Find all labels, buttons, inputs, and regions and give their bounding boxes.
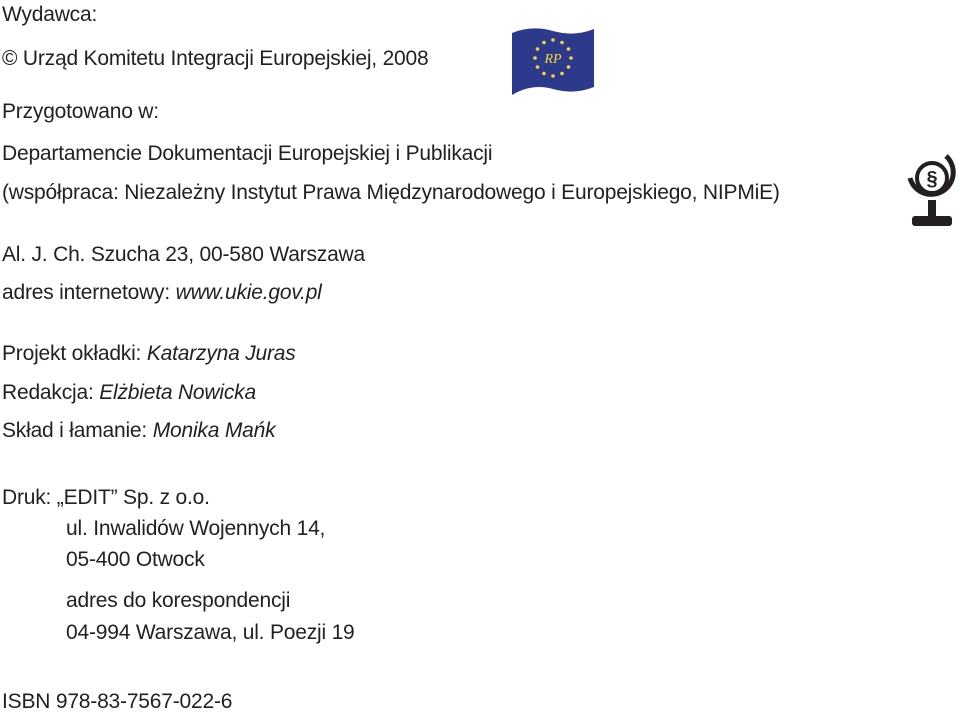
paragraph-sign-icon: § — [926, 168, 938, 190]
prepared-department: Departamencie Dokumentacji Europejskiej i Publikacji — [2, 142, 493, 165]
print-label: Druk: „EDIT” Sp. z o.o. — [2, 486, 210, 509]
eu-flag-logo — [510, 25, 596, 97]
credit-cover — [2, 341, 296, 367]
publisher-copyright: © Urząd Komitetu Integracji Europejskiej, 2008 — [2, 47, 429, 70]
credit-editor — [2, 380, 256, 406]
contact-web — [2, 280, 322, 306]
print-mail-address: 04-994 Warszawa, ul. Poezji 19 — [66, 621, 355, 644]
editor-name: Elżbieta Nowicka — [99, 381, 256, 404]
cover-name: Katarzyna Juras — [146, 342, 296, 365]
eu-logo-monogram: RP — [544, 52, 562, 67]
typeset-label: Skład i łamanie: — [2, 419, 153, 442]
print-street: ul. Inwalidów Wojennych 14, — [66, 517, 326, 540]
prepared-cooperation: (współpraca: Niezależny Instytut Prawa Międzynarodowego i Europejskiego, NIPMiE) — [2, 181, 780, 204]
cover-label: Projekt okładki: — [2, 342, 147, 365]
institute-logo — [904, 150, 960, 230]
contact-address: Al. J. Ch. Szucha 23, 00-580 Warszawa — [2, 243, 365, 266]
print-city: 05-400 Otwock — [66, 548, 205, 571]
publisher-label: Wydawca: — [2, 3, 98, 26]
typeset-name: Monika Mańk — [152, 419, 276, 442]
editor-label: Redakcja: — [2, 381, 100, 404]
globe-post — [928, 200, 936, 218]
print-mail-label: adres do korespondencji — [66, 589, 291, 612]
prepared-label: Przygotowano w: — [2, 100, 159, 123]
isbn: ISBN 978-83-7567-022-6 — [2, 690, 233, 713]
globe-base — [912, 216, 952, 226]
web-label: adres internetowy: — [2, 281, 176, 304]
web-url-link[interactable]: www.ukie.gov.pl — [175, 281, 322, 304]
credit-typeset — [2, 418, 275, 444]
